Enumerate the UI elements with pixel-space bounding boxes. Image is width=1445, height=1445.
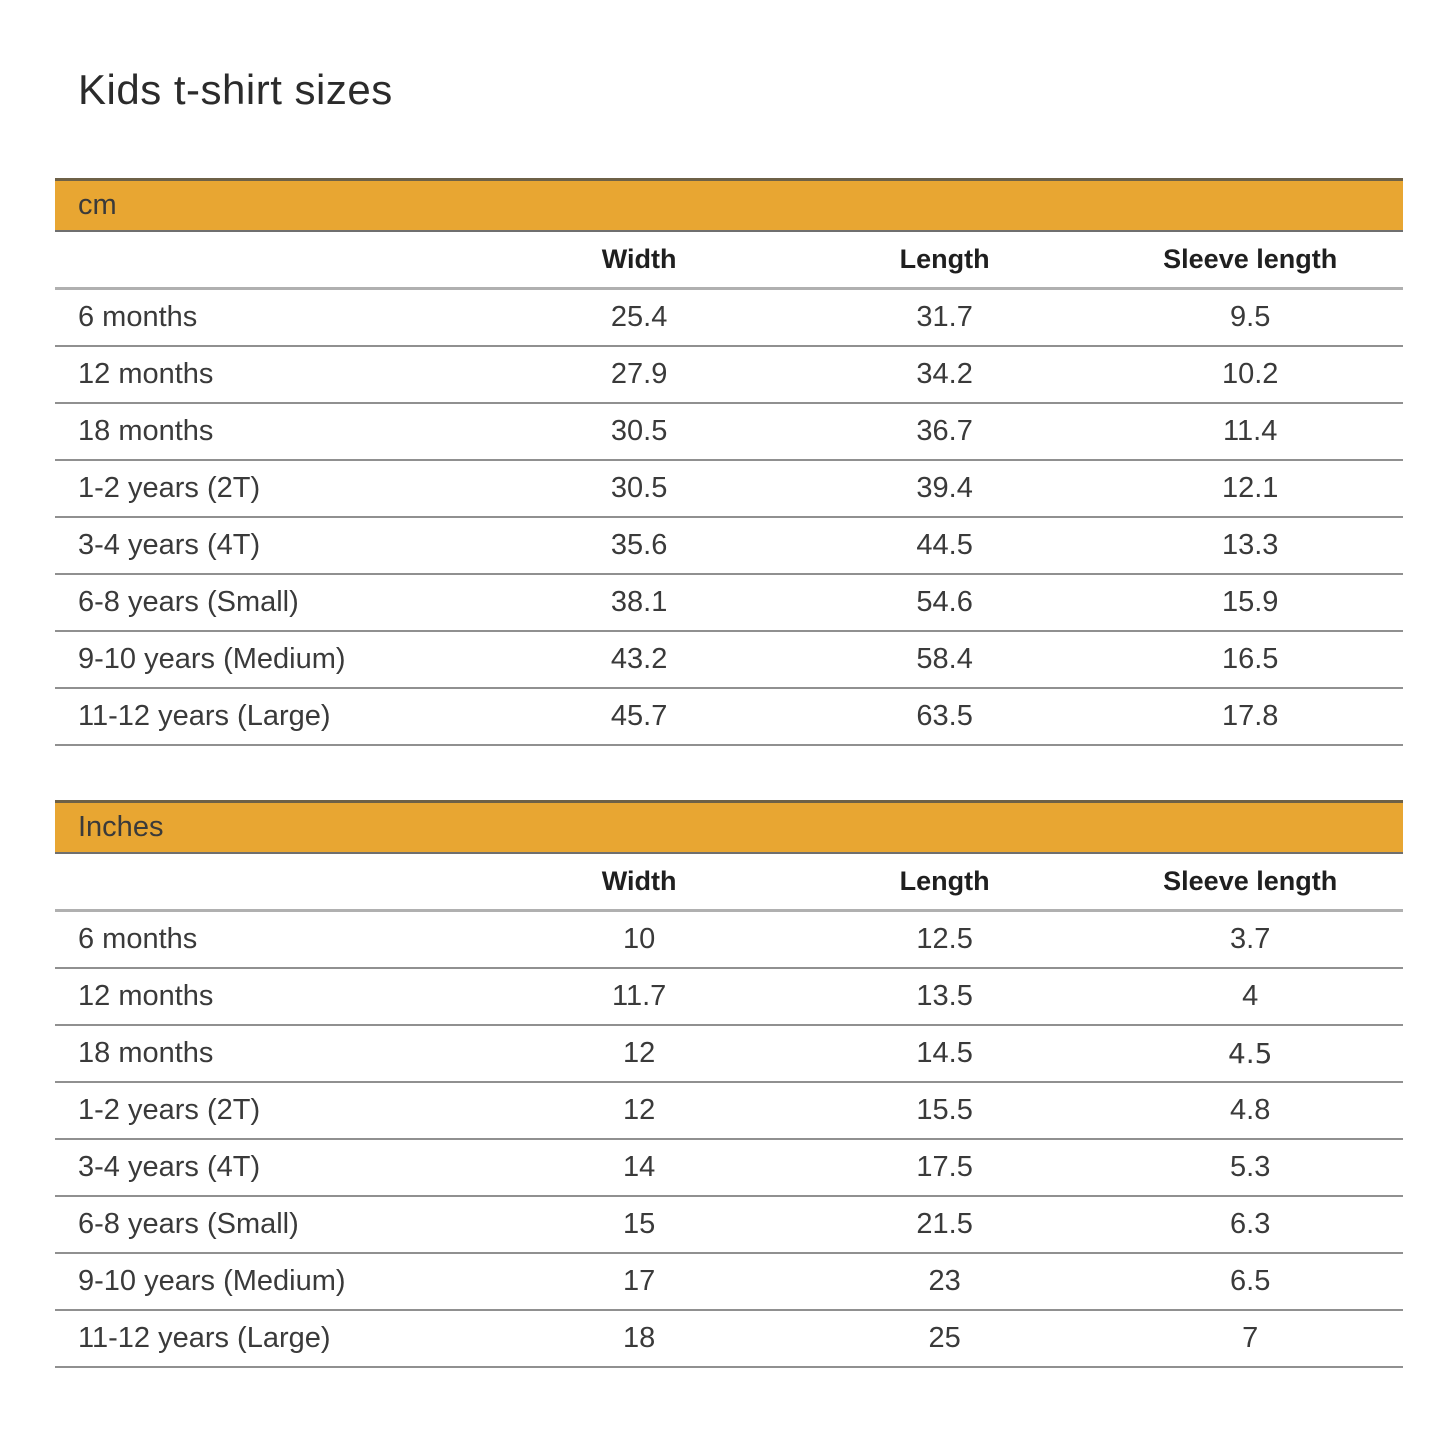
sleeve-length-value: 10.2: [1221, 358, 1279, 390]
width-value: 12: [622, 1037, 656, 1069]
column-header-sleeve-length: Sleeve length: [1163, 244, 1338, 274]
sleeve-length-value: 17.8: [1221, 700, 1279, 732]
sleeve-length-value: 11.4: [1223, 415, 1278, 447]
length-value: 58.4: [916, 643, 973, 675]
column-header-sleeve-length: Sleeve length: [1163, 866, 1338, 896]
table-row: [55, 1311, 1403, 1368]
row-label: 6-8 years (Small): [78, 586, 299, 618]
sleeve-length-value: 4.5: [1227, 1036, 1273, 1070]
table-row: [55, 1254, 1403, 1311]
width-value: 27.9: [610, 358, 668, 390]
length-value: 15.5: [916, 1094, 973, 1126]
length-value: 14.5: [916, 1037, 973, 1069]
table-row: [55, 1026, 1403, 1083]
row-label: 6-8 years (Small): [78, 1208, 299, 1240]
unit-header-bar-inches: [55, 800, 1403, 854]
sleeve-length-value: 7: [1242, 1322, 1259, 1354]
unit-header-bar-cm: [55, 178, 1403, 232]
column-header-length: Length: [899, 244, 990, 274]
length-value: 25: [928, 1322, 961, 1354]
sleeve-length-value: 4: [1242, 980, 1259, 1012]
width-value: 45.7: [610, 700, 668, 732]
width-value: 15: [622, 1208, 656, 1240]
row-label: 3-4 years (4T): [78, 529, 261, 561]
row-label: 1-2 years (2T): [78, 1094, 261, 1126]
width-value: 25.4: [610, 301, 668, 333]
table-row: [55, 575, 1403, 632]
length-value: 12.5: [916, 923, 973, 955]
table-row: [55, 689, 1403, 746]
table-row: [55, 404, 1403, 461]
sleeve-length-value: 4.8: [1230, 1094, 1271, 1126]
row-label: 1-2 years (2T): [78, 472, 261, 504]
row-label: 11-12 years (Large): [78, 1322, 331, 1354]
row-label: 6 months: [78, 923, 198, 955]
width-value: 12: [622, 1094, 656, 1126]
row-label: 9-10 years (Medium): [78, 643, 346, 675]
length-value: 17.5: [916, 1151, 973, 1183]
table-row: [55, 1083, 1403, 1140]
width-value: 17: [622, 1265, 656, 1297]
table-row: [55, 518, 1403, 575]
row-label: 18 months: [78, 415, 214, 447]
length-value: 31.7: [916, 301, 973, 333]
length-value: 39.4: [916, 472, 973, 504]
row-label: 12 months: [78, 358, 214, 390]
page-title: Kids t-shirt sizes: [78, 66, 393, 113]
table-row: [55, 347, 1403, 404]
length-value: 13.5: [916, 980, 973, 1012]
length-value: 36.7: [916, 415, 973, 447]
column-header-row: [55, 854, 1403, 912]
table-row: [55, 912, 1403, 969]
width-value: 18: [622, 1322, 656, 1354]
row-label: 9-10 years (Medium): [78, 1265, 346, 1297]
sleeve-length-value: 5.3: [1230, 1151, 1271, 1183]
length-value: 44.5: [916, 529, 973, 561]
row-label: 3-4 years (4T): [78, 1151, 261, 1183]
size-table-cm: [55, 178, 1403, 746]
width-value: 38.1: [610, 586, 668, 618]
column-header-width: Width: [601, 866, 677, 896]
width-value: 35.6: [610, 529, 668, 561]
table-row: [55, 1197, 1403, 1254]
width-value: 14: [622, 1151, 656, 1183]
row-label: 18 months: [78, 1037, 214, 1069]
width-value: 43.2: [610, 643, 668, 675]
sleeve-length-value: 16.5: [1221, 643, 1279, 675]
column-header-length: Length: [899, 866, 990, 896]
table-row: [55, 1140, 1403, 1197]
length-value: 34.2: [916, 358, 973, 390]
size-chart-page: [55, 64, 1403, 1368]
width-value: 30.5: [610, 415, 668, 447]
sleeve-length-value: 9.5: [1230, 301, 1271, 333]
sleeve-length-value: 13.3: [1221, 529, 1279, 561]
length-value: 23: [928, 1265, 961, 1297]
row-label: 6 months: [78, 301, 198, 333]
sleeve-length-value: 12.1: [1221, 472, 1279, 504]
width-value: 11.7: [611, 980, 667, 1012]
width-value: 30.5: [610, 472, 668, 504]
table-body: [55, 290, 1403, 746]
size-table-inches: [55, 800, 1403, 1368]
sleeve-length-value: 15.9: [1221, 586, 1279, 618]
table-row: [55, 632, 1403, 689]
width-value: 10: [622, 923, 656, 955]
sleeve-length-value: 6.5: [1230, 1265, 1271, 1297]
unit-label: cm: [78, 189, 117, 221]
column-header-width: Width: [601, 244, 677, 274]
column-header-row: [55, 232, 1403, 290]
row-label: 12 months: [78, 980, 214, 1012]
table-row: [55, 461, 1403, 518]
length-value: 63.5: [916, 700, 973, 732]
table-row: [55, 290, 1403, 347]
table-body: [55, 912, 1403, 1368]
row-label: 11-12 years (Large): [78, 700, 331, 732]
unit-label: Inches: [78, 811, 164, 843]
sleeve-length-value: 6.3: [1230, 1208, 1271, 1240]
table-row: [55, 969, 1403, 1026]
length-value: 21.5: [916, 1208, 973, 1240]
length-value: 54.6: [916, 586, 973, 618]
sleeve-length-value: 3.7: [1230, 923, 1271, 955]
